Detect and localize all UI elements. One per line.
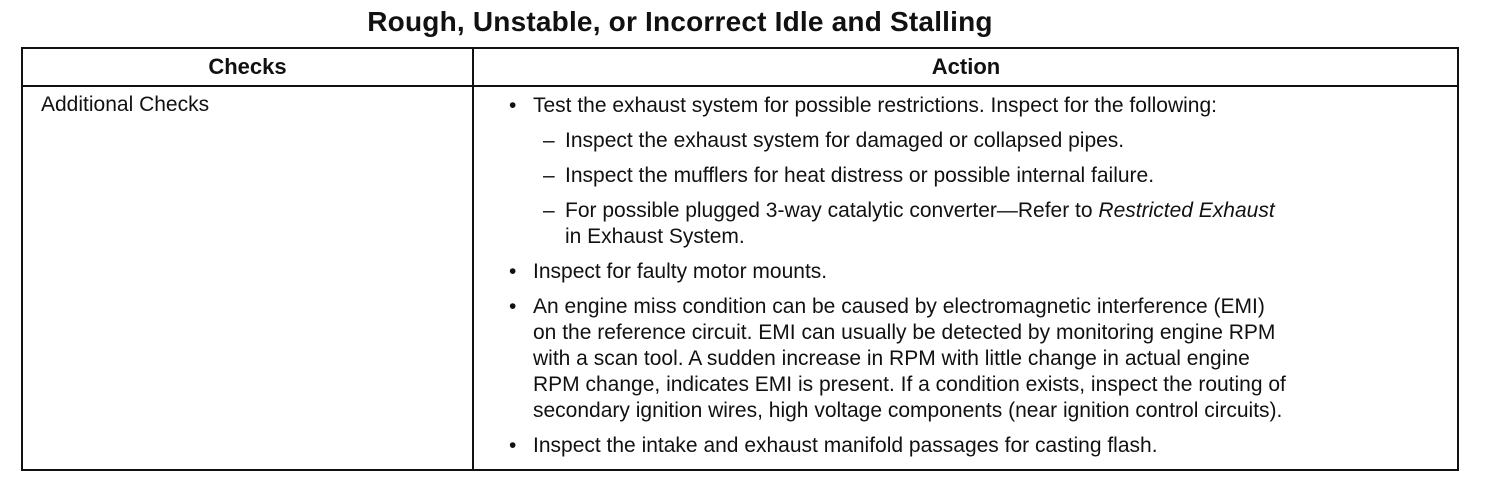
action-text-line: RPM change, indicates EMI is present. If a condition exists, inspect the routing of — [533, 373, 1286, 396]
action-subitem — [509, 198, 1449, 250]
bullet-marker: • — [509, 260, 517, 283]
action-text-line: on the reference circuit. EMI can usually be detected by monitoring engine RPM — [533, 321, 1276, 344]
bullet-marker: • — [509, 434, 517, 457]
action-text-line — [565, 198, 1449, 224]
header-checks: Checks — [208, 54, 287, 79]
action-cell — [509, 93, 1449, 468]
reference-title: Restricted Exhaust — [1098, 199, 1275, 222]
action-text-line: with a scan tool. A sudden increase in RPM with little change in actual engine — [533, 347, 1250, 370]
dash-marker: – — [543, 164, 555, 187]
action-text: For possible plugged 3-way catalytic converter—Refer to — [565, 199, 1099, 222]
action-text: in Exhaust System. — [565, 225, 745, 248]
action-bullet — [509, 433, 1449, 459]
action-subitem — [509, 128, 1449, 154]
action-text: Test the exhaust system for possible restrictions. Inspect for the following: — [533, 94, 1217, 117]
checks-cell: Additional Checks — [41, 93, 210, 116]
bullet-marker: • — [509, 295, 517, 318]
table-header-row — [23, 49, 1457, 87]
action-text-line: An engine miss condition can be caused by electromagnetic interference (EMI) — [533, 295, 1265, 318]
action-bullet — [509, 294, 1449, 424]
header-action: Action — [931, 54, 1001, 79]
action-text: Inspect the mufflers for heat distress or possible internal failure. — [565, 164, 1155, 187]
action-text: Inspect for faulty motor mounts. — [533, 260, 828, 283]
action-subitem — [509, 163, 1449, 189]
action-text: Inspect the intake and exhaust manifold passages for casting flash. — [533, 434, 1158, 457]
action-text: Inspect the exhaust system for damaged or collapsed pipes. — [565, 129, 1125, 152]
diagnostic-table — [21, 47, 1459, 471]
dash-marker: – — [543, 129, 555, 152]
action-bullet — [509, 93, 1449, 119]
dash-marker: – — [543, 199, 555, 222]
action-bullet — [509, 259, 1449, 285]
bullet-marker: • — [509, 94, 517, 117]
column-divider — [472, 49, 474, 469]
page-title: Rough, Unstable, or Incorrect Idle and Stalling — [367, 6, 993, 37]
action-text-line: secondary ignition wires, high voltage components (near ignition control circuits). — [533, 399, 1283, 422]
